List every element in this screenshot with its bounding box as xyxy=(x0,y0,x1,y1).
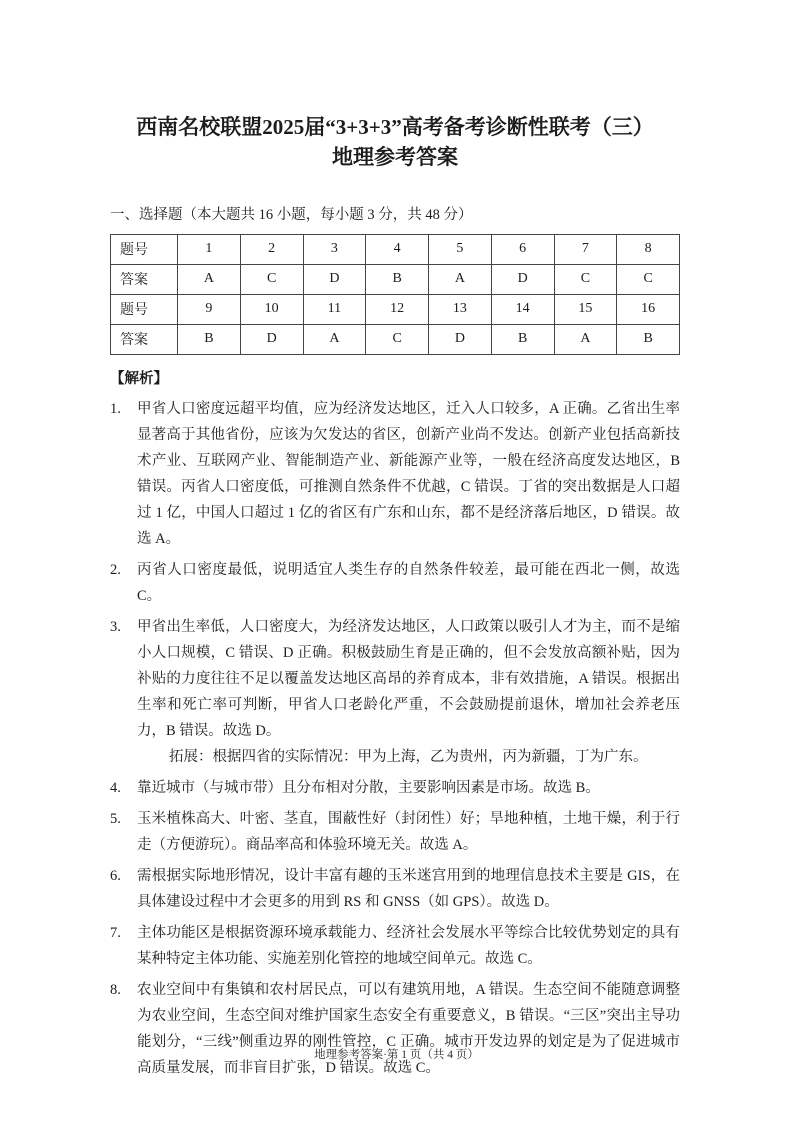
explanation-item xyxy=(110,614,680,770)
explanation-number: 5. xyxy=(110,810,121,827)
answer-table-header-cell: 题号 xyxy=(111,234,178,264)
explanation-paragraph: 需根据实际地形情况，设计丰富有趣的玉米迷宫用到的地理信息技术主要是 GIS，在具体建设过程中才会更多的用到 RS 和 GNSS（如 GPS）。故选 D。 xyxy=(137,867,680,910)
answer-table-cell: 4 xyxy=(366,234,429,264)
answer-table-cell: C xyxy=(366,324,429,354)
answer-table-cell: A xyxy=(429,264,492,294)
explanation-paragraph: 甲省人口密度远超平均值，应为经济发达地区，迁入人口较多，A 正确。乙省出生率显著高于其他省份，应该为欠发达的省区，创新产业尚不发达。创新产业包括高新技术产业、互联网产业、智能制造产业、新能源产业等，一般在经济高度发达地区，B 错误。丙省人口密度低，可推测自然条件不优越，C 错误。丁省的突出数据是人口超过 1 亿，中国人口超过 1 亿的省区有广东和山东，都不是经济落后地区，D 错误。故选 A。 xyxy=(137,400,680,547)
answer-table-row xyxy=(111,324,680,354)
explanations-list xyxy=(110,396,680,1081)
answer-table-cell: 9 xyxy=(178,294,241,324)
explanation-item xyxy=(110,775,680,801)
analysis-label: 【解析】 xyxy=(110,370,168,387)
answer-table-row xyxy=(111,264,680,294)
explanation-paragraph: 靠近城市（与城市带）且分布相对分散，主要影响因素是市场。故选 B。 xyxy=(137,779,600,796)
answer-table-header-cell: 答案 xyxy=(111,324,178,354)
answer-table-cell: 13 xyxy=(429,294,492,324)
answer-table-cell: 8 xyxy=(617,234,680,264)
answer-table xyxy=(110,234,680,355)
explanation-text xyxy=(137,806,680,858)
answer-table-cell: D xyxy=(240,324,303,354)
answer-table-row xyxy=(111,234,680,264)
explanation-text xyxy=(137,775,680,801)
explanation-paragraph: 主体功能区是根据资源环境承载能力、经济社会发展水平等综合比较优势划定的具有某种特定主体功能、实施差别化管控的地域空间单元。故选 C。 xyxy=(137,924,680,967)
answer-table-cell: 15 xyxy=(554,294,617,324)
section-heading: 一、选择题（本大题共 16 小题，每小题 3 分，共 48 分） xyxy=(110,206,473,223)
page-footer: 地理参考答案·第 1 页（共 4 页） xyxy=(314,1049,479,1061)
explanation-number: 7. xyxy=(110,924,121,941)
explanation-number: 1. xyxy=(110,400,121,417)
explanation-number: 4. xyxy=(110,779,121,796)
answer-table-cell: D xyxy=(429,324,492,354)
explanation-extension: 拓展：根据四省的实际情况：甲为上海，乙为贵州，丙为新疆，丁为广东。 xyxy=(169,748,648,765)
explanation-item xyxy=(110,396,680,552)
answer-table-cell: B xyxy=(366,264,429,294)
doc-title-line2: 地理参考答案 xyxy=(332,145,458,170)
explanation-item xyxy=(110,977,680,1081)
answer-table-cell: A xyxy=(178,264,241,294)
answer-table-cell: A xyxy=(303,324,366,354)
answer-table-header-cell: 题号 xyxy=(111,294,178,324)
explanation-number: 3. xyxy=(110,618,121,635)
answer-table-cell: 16 xyxy=(617,294,680,324)
explanation-text xyxy=(137,863,680,915)
explanation-text xyxy=(137,977,680,1081)
explanation-text xyxy=(137,614,680,770)
answer-table-cell: C xyxy=(554,264,617,294)
explanation-number: 8. xyxy=(110,981,121,998)
answer-table-cell: D xyxy=(303,264,366,294)
explanation-item xyxy=(110,557,680,609)
explanation-paragraph: 甲省出生率低，人口密度大，为经济发达地区，人口政策以吸引人才为主，而不是缩小人口规模，C 错误、D 正确。积极鼓励生育是正确的，但不会发放高额补贴，因为补贴的力度往往不足以覆盖发达地区高昂的养育成本，非有效措施，A 错误。根据出生率和死亡率可判断，甲省人口老龄化严重，不会鼓励提前退休，增加社会养老压力，B 错误。故选 D。 xyxy=(137,618,680,739)
doc-title xyxy=(110,112,680,173)
explanation-item xyxy=(110,920,680,972)
explanation-number: 6. xyxy=(110,867,121,884)
explanation-text xyxy=(137,396,680,552)
explanation-item xyxy=(110,863,680,915)
explanation-number: 2. xyxy=(110,561,121,578)
explanation-text xyxy=(137,920,680,972)
explanation-paragraph: 农业空间中有集镇和农村居民点，可以有建筑用地，A 错误。生态空间不能随意调整为农业空间，生态空间对维护国家生态安全有重要意义，B 错误。“三区”突出主导功能划分，“三线”侧重边界的刚性管控，C 正确。城市开发边界的划定是为了促进城市高质量发展，而非盲目扩张，D 错误。故选 C。 xyxy=(137,981,680,1076)
explanation-paragraph: 丙省人口密度最低，说明适宜人类生存的自然条件较差，最可能在西北一侧，故选 C。 xyxy=(137,561,680,604)
answer-table-header-cell: 答案 xyxy=(111,264,178,294)
answer-table-cell: 11 xyxy=(303,294,366,324)
answer-table-cell: 5 xyxy=(429,234,492,264)
answer-table-cell: C xyxy=(617,264,680,294)
answer-table-cell: 10 xyxy=(240,294,303,324)
answer-table-cell: 7 xyxy=(554,234,617,264)
explanation-text xyxy=(137,557,680,609)
answer-table-cell: 12 xyxy=(366,294,429,324)
explanation-item xyxy=(110,806,680,858)
answer-table-cell: B xyxy=(617,324,680,354)
answer-table-cell: 6 xyxy=(491,234,554,264)
answer-table-cell: 14 xyxy=(491,294,554,324)
doc-title-line1: 西南名校联盟2025届“3+3+3”高考备考诊断性联考（三） xyxy=(136,115,654,139)
answer-table-cell: 2 xyxy=(240,234,303,264)
answer-table-cell: 3 xyxy=(303,234,366,264)
answer-table-cell: D xyxy=(491,264,554,294)
answer-table-cell: B xyxy=(178,324,241,354)
explanation-paragraph: 玉米植株高大、叶密、茎直，围蔽性好（封闭性）好；旱地种植，土地干燥，利于行走（方便游玩）。商品率高和体验环境无关。故选 A。 xyxy=(137,810,680,853)
answer-table-cell: C xyxy=(240,264,303,294)
answer-table-row xyxy=(111,294,680,324)
answer-table-cell: 1 xyxy=(178,234,241,264)
answer-table-cell: B xyxy=(491,324,554,354)
answer-table-cell: A xyxy=(554,324,617,354)
